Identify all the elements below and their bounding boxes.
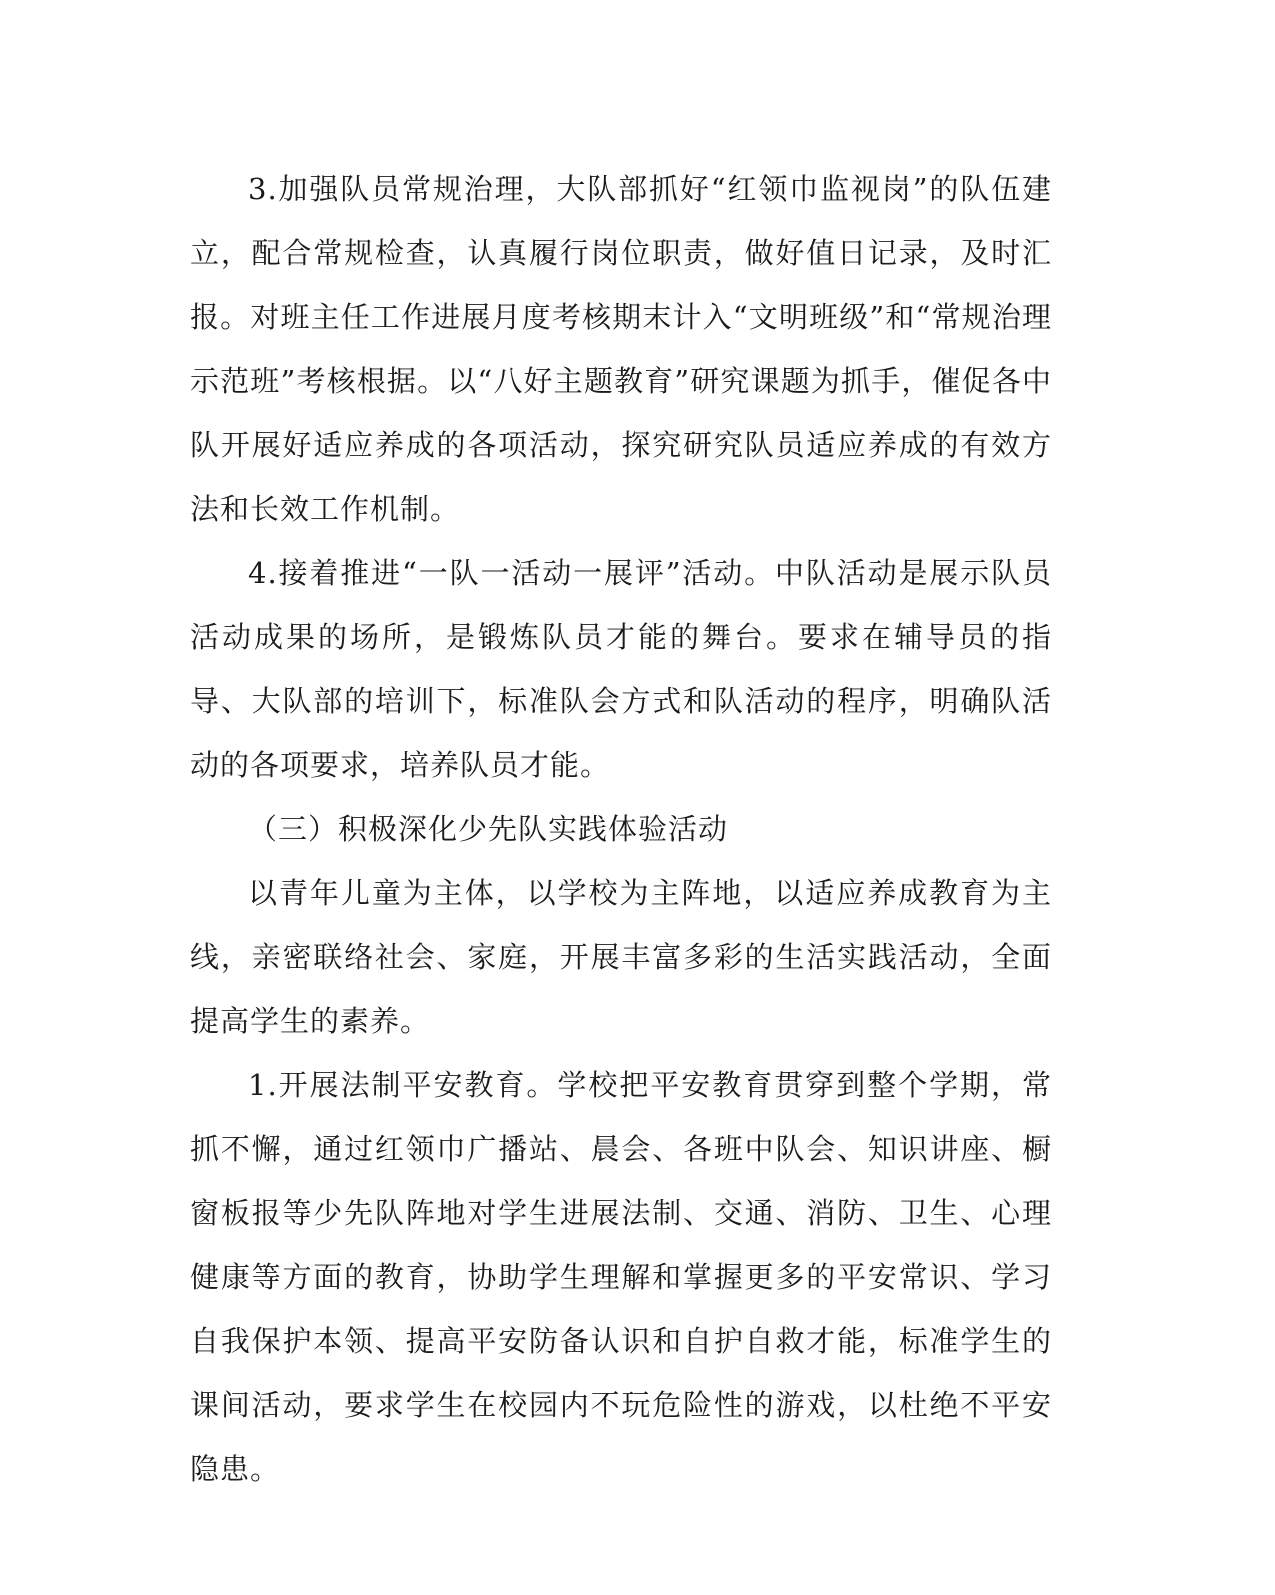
section-heading-practice-activities: （三）积极深化少先队实践体验活动 [248,812,729,846]
paragraph-1-safety-education: 1.开展法制平安教育。学校把平安教育贯穿到整个学期，常抓不懈，通过红领巾广播站、晨会、各班中队会、知识讲座、橱窗板报等少先队阵地对学生进展法制、交通、消防、卫生、心理健康等方面的教育，协助学生理解和掌握更多的平安常识、学习自我保护本领、提高平安防备认识和自护自救才能，标准学生的课间活动，要求学生在校园内不玩危险性的游戏，以杜绝不平安隐患。 [190,1068,1052,1486]
paragraph-practice-intro: 以青年儿童为主体，以学校为主阵地，以适应养成教育为主线，亲密联络社会、家庭，开展丰富多彩的生活实践活动，全面提高学生的素养。 [190,876,1052,1038]
paragraph-4-squad-activities: 4.接着推进“一队一活动一展评”活动。中队活动是展示队员活动成果的场所，是锻炼队员才能的舞台。要求在辅导员的指导、大队部的培训下，标准队会方式和队活动的程序，明确队活动的各项要求，培养队员才能。 [190,556,1052,782]
document-body [190,157,1052,1501]
paragraph-3-routine-management: 3.加强队员常规治理，大队部抓好“红领巾监视岗”的队伍建立，配合常规检查，认真履行岗位职责，做好值日记录，及时汇报。对班主任工作进展月度考核期末计入“文明班级”和“常规治理示范班”考核根据。以“八好主题教育”研究课题为抓手，催促各中队开展好适应养成的各项活动，探究研究队员适应养成的有效方法和长效工作机制。 [190,172,1052,526]
